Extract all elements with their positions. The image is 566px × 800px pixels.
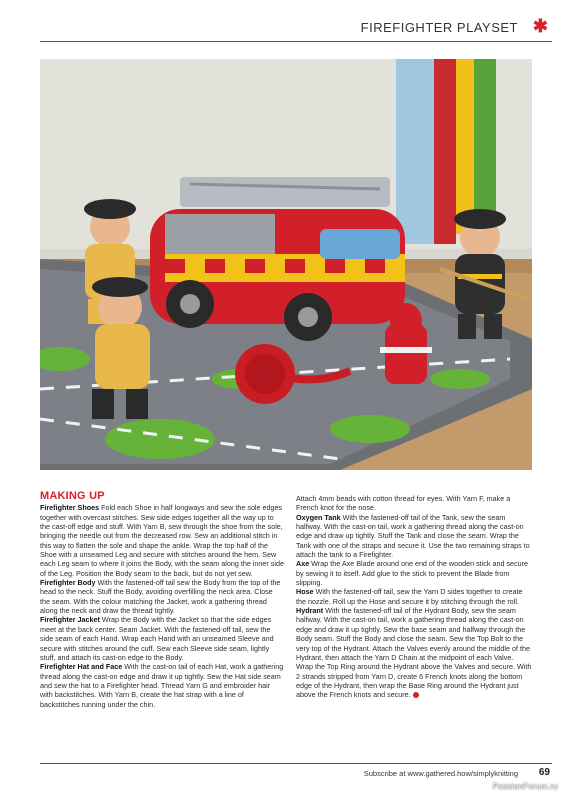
paragraph-lead: Axe xyxy=(296,559,310,569)
end-mark-icon xyxy=(413,692,419,698)
header-title: FIREFIGHTER PLAYSET xyxy=(360,20,518,35)
paragraph-text: Fold each Shoe in half longways and sew the sole edges together with overcast stitches. Sew side edges together all the way up to the cast-off edge and stuff. With Yarn B, sew through the shoe from the sole, bringing the needle out from the decreased row. Sew an additional stitch in this way to flatten the sole and shape the ankle. Wrap the top half of the Shoe with a unseamed Leg and secure with stitches around the hem. Sew each Leg seam to where it joins the Body, with the seam along the inner side of the Leg. Position the Body seam to the back, but do not yet sew. xyxy=(40,503,284,578)
paragraph-lead: Hose xyxy=(296,587,314,597)
paragraph-hat-face xyxy=(40,662,284,709)
paragraph-lead: Firefighter Jacket xyxy=(40,615,100,625)
paragraph-hydrant xyxy=(296,606,532,699)
paragraph-text: With the cast-on tail of each Hat, work a gathering thread along the cast-on edge and draw it up tightly. Sew the Hat side seam and sew the hat to a Firefighter head. Thread Yarn G and embroider hair with backstitches. With Yarn B, create the hat strap with a line of backstitches running under the chin. xyxy=(40,662,284,709)
paragraph-text: Attach 4mm beads with cotton thread for eyes. With Yarn F, make a French knot for the nose. xyxy=(296,494,511,513)
paragraph-text: With the fastened-off tail of the Tank, sew the seam halfway. With the cast-on tail, work a gathering thread along the cast-on edge and draw up tightly. Stuff the Tank and close the seam. Wrap the Tank with one of the straps and secure it. Use the two remaining straps to attach the tank to a Firefighter. xyxy=(296,512,530,560)
article-column-right xyxy=(296,494,532,700)
paragraph-text: With the fastened-off tail, sew the Yarn D sides together to create the nozzle. Roll up the Hose and secure it by stitching through the roll. xyxy=(296,587,523,606)
paragraph-jacket xyxy=(40,615,284,662)
paragraph-body xyxy=(40,578,284,615)
paragraph-text: Wrap the Body with the Jacket so that the side edges meet at the back center. Seam Jacket. With the fastened-off tail, sew the side seam of each Hand. Wrap each Hand with an unseamed Sleeve and secure with stitches around the cuff. Sew each Sleeve side seam, lightly stuff, and attach its cast-on edge to the Body. xyxy=(40,615,274,662)
footer-rule xyxy=(40,763,552,764)
paragraph-eyes xyxy=(296,494,532,513)
watermark: PassionForum.ru xyxy=(492,782,558,791)
paragraph-lead: Firefighter Hat and Face xyxy=(40,662,123,672)
header-rule xyxy=(40,41,552,42)
paragraph-lead: Firefighter Shoes xyxy=(40,503,100,513)
paragraph-lead: Firefighter Body xyxy=(40,578,96,588)
subscribe-link[interactable]: Subscribe at www.gathered.how/simplyknitting xyxy=(363,769,518,778)
paragraph-text: Wrap the Axe Blade around one end of the wooden stick and secure by sewing it to itself. Add glue to the stick to prevent the Blade from slipping. xyxy=(296,559,529,588)
paragraph-text: With the fastened-off tail of the Hydrant Body, sew the seam halfway. With the cast-on tail, work a gathering thread along the cast-on edge and draw it up tightly. Sew the base seam and halfway through the Body seam. Stuff the Body and close the seam. Sew the Top Bolt to the very top of the Hydrant. Attach the Valves evenly around the middle of the Hydrant, then attach the Yarn D Chain at the midpoint of each Valve. Wrap the Top Ring around the Hydrant above the Valves and secure. With 2 strands stripped from Yarn D, create 6 French knots along the bottom edge of the Hydrant, then wrap the Base Ring around the Hydrant just above the French knots and secure. xyxy=(296,606,532,700)
header-star-icon: ✱ xyxy=(532,16,548,36)
paragraph-text: With the fastened-off tail sew the Body from the top of the head to the neck. Stuff the Body, avoiding overfilling the neck area. Close the seam. With the colour matching the Jacket, work a gathering thread along the neck and draw the thread tightly. xyxy=(40,578,281,616)
paragraph-lead: Hydrant xyxy=(296,606,324,616)
paragraph-hose xyxy=(296,587,532,606)
paragraph-axe xyxy=(296,559,532,587)
paragraph-shoes xyxy=(40,503,284,578)
section-title: MAKING UP xyxy=(40,490,105,502)
article-column-left xyxy=(40,492,284,709)
playset-photo xyxy=(40,59,532,470)
page-number: 69 xyxy=(538,767,550,778)
paragraph-oxygen-tank xyxy=(296,513,532,560)
paragraph-lead: Oxygen Tank xyxy=(296,512,341,522)
